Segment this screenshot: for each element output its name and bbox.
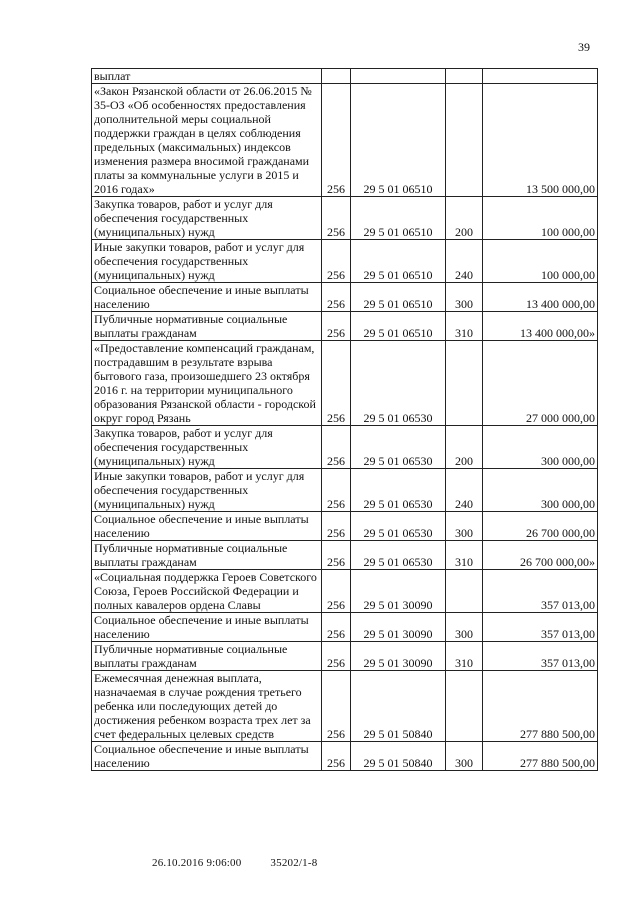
row-name-cell: Публичные нормативные социальные выплаты гражданам: [92, 541, 322, 570]
row-ved-cell: [322, 69, 351, 84]
row-name-cell: Публичные нормативные социальные выплаты гражданам: [92, 642, 322, 671]
row-vr-cell: [446, 570, 483, 613]
row-name-cell: Публичные нормативные социальные выплаты гражданам: [92, 312, 322, 341]
row-ved-cell: 256: [322, 426, 351, 469]
budget-table-body: [92, 69, 598, 771]
row-vr-cell: 240: [446, 469, 483, 512]
row-name-cell: Социальное обеспечение и иные выплаты населению: [92, 512, 322, 541]
row-vr-cell: 300: [446, 283, 483, 312]
row-sum-cell: 300 000,00: [483, 426, 598, 469]
row-csr-cell: 29 5 01 50840: [351, 742, 446, 771]
row-sum-cell: 13 400 000,00: [483, 283, 598, 312]
table-row: [92, 613, 598, 642]
table-row: [92, 197, 598, 240]
row-vr-cell: 300: [446, 613, 483, 642]
row-ved-cell: 256: [322, 469, 351, 512]
row-ved-cell: 256: [322, 283, 351, 312]
row-ved-cell: 256: [322, 312, 351, 341]
row-ved-cell: 256: [322, 512, 351, 541]
row-sum-cell: 100 000,00: [483, 197, 598, 240]
row-ved-cell: 256: [322, 642, 351, 671]
footer-doc-code: 35202/1-8: [270, 857, 318, 869]
table-row: [92, 312, 598, 341]
row-name-cell: «Социальная поддержка Героев Советского Союза, Героев Российской Федерации и полных кавалеров ордена Славы: [92, 570, 322, 613]
row-vr-cell: [446, 84, 483, 197]
row-sum-cell: 27 000 000,00: [483, 341, 598, 426]
row-vr-cell: 240: [446, 240, 483, 283]
row-name-cell: Социальное обеспечение и иные выплаты населению: [92, 613, 322, 642]
row-csr-cell: 29 5 01 06510: [351, 283, 446, 312]
row-name-cell: Ежемесячная денежная выплата, назначаемая в случае рождения третьего ребенка или последующих детей до достижения ребенком возраста трех лет за счет федеральных целевых средств: [92, 671, 322, 742]
row-vr-cell: [446, 671, 483, 742]
row-csr-cell: [351, 69, 446, 84]
row-name-cell: «Закон Рязанской области от 26.06.2015 № 35-ОЗ «Об особенностях предоставления дополнительной меры социальной поддержки граждан в целях соблюдения предельных (максимальных) индексов изменения размера вносимой гражданами платы за коммунальные услуги в 2015 и 2016 годах»: [92, 84, 322, 197]
row-csr-cell: 29 5 01 30090: [351, 570, 446, 613]
budget-table: [91, 68, 598, 771]
table-row: [92, 240, 598, 283]
row-ved-cell: 256: [322, 240, 351, 283]
table-row: [92, 570, 598, 613]
row-vr-cell: 310: [446, 541, 483, 570]
row-name-cell: выплат: [92, 69, 322, 84]
row-name-cell: Закупка товаров, работ и услуг для обеспечения государственных (муниципальных) нужд: [92, 426, 322, 469]
row-vr-cell: 310: [446, 642, 483, 671]
row-csr-cell: 29 5 01 06530: [351, 341, 446, 426]
table-row: [92, 512, 598, 541]
row-vr-cell: 300: [446, 742, 483, 771]
row-sum-cell: 357 013,00: [483, 570, 598, 613]
row-sum-cell: 13 400 000,00»: [483, 312, 598, 341]
table-row: [92, 469, 598, 512]
table-row: [92, 69, 598, 84]
row-csr-cell: 29 5 01 06530: [351, 426, 446, 469]
row-ved-cell: 256: [322, 570, 351, 613]
row-ved-cell: 256: [322, 613, 351, 642]
row-name-cell: «Предоставление компенсаций гражданам, пострадавшим в результате взрыва бытового газа, произошедшего 23 октября 2016 г. на территории муниципального образования Рязанской области - городской округ город Рязань: [92, 341, 322, 426]
row-name-cell: Социальное обеспечение и иные выплаты населению: [92, 283, 322, 312]
row-name-cell: Иные закупки товаров, работ и услуг для обеспечения государственных (муниципальных) нужд: [92, 469, 322, 512]
table-row: [92, 341, 598, 426]
row-sum-cell: 277 880 500,00: [483, 671, 598, 742]
row-ved-cell: 256: [322, 541, 351, 570]
row-vr-cell: 300: [446, 512, 483, 541]
table-row: [92, 426, 598, 469]
row-name-cell: Социальное обеспечение и иные выплаты населению: [92, 742, 322, 771]
row-sum-cell: 357 013,00: [483, 642, 598, 671]
row-vr-cell: 200: [446, 197, 483, 240]
row-vr-cell: 310: [446, 312, 483, 341]
row-ved-cell: 256: [322, 341, 351, 426]
table-row: [92, 541, 598, 570]
row-csr-cell: 29 5 01 30090: [351, 613, 446, 642]
row-sum-cell: 26 700 000,00»: [483, 541, 598, 570]
row-sum-cell: 300 000,00: [483, 469, 598, 512]
row-csr-cell: 29 5 01 06530: [351, 541, 446, 570]
row-name-cell: Закупка товаров, работ и услуг для обеспечения государственных (муниципальных) нужд: [92, 197, 322, 240]
row-sum-cell: 13 500 000,00: [483, 84, 598, 197]
row-name-cell: Иные закупки товаров, работ и услуг для обеспечения государственных (муниципальных) нужд: [92, 240, 322, 283]
row-csr-cell: 29 5 01 06510: [351, 240, 446, 283]
table-row: [92, 642, 598, 671]
table-row: [92, 84, 598, 197]
row-csr-cell: 29 5 01 06530: [351, 469, 446, 512]
row-sum-cell: 100 000,00: [483, 240, 598, 283]
row-sum-cell: [483, 69, 598, 84]
row-csr-cell: 29 5 01 06510: [351, 312, 446, 341]
page-number: 39: [578, 40, 590, 54]
row-ved-cell: 256: [322, 84, 351, 197]
table-row: [92, 671, 598, 742]
row-csr-cell: 29 5 01 06530: [351, 512, 446, 541]
row-sum-cell: 277 880 500,00: [483, 742, 598, 771]
table-row: [92, 742, 598, 771]
footer: [152, 857, 343, 869]
row-csr-cell: 29 5 01 06510: [351, 197, 446, 240]
row-ved-cell: 256: [322, 671, 351, 742]
row-sum-cell: 357 013,00: [483, 613, 598, 642]
row-vr-cell: [446, 341, 483, 426]
row-ved-cell: 256: [322, 197, 351, 240]
row-csr-cell: 29 5 01 50840: [351, 671, 446, 742]
row-vr-cell: 200: [446, 426, 483, 469]
row-sum-cell: 26 700 000,00: [483, 512, 598, 541]
row-csr-cell: 29 5 01 30090: [351, 642, 446, 671]
row-ved-cell: 256: [322, 742, 351, 771]
row-vr-cell: [446, 69, 483, 84]
table-row: [92, 283, 598, 312]
row-csr-cell: 29 5 01 06510: [351, 84, 446, 197]
footer-datetime: 26.10.2016 9:06:00: [152, 857, 242, 869]
